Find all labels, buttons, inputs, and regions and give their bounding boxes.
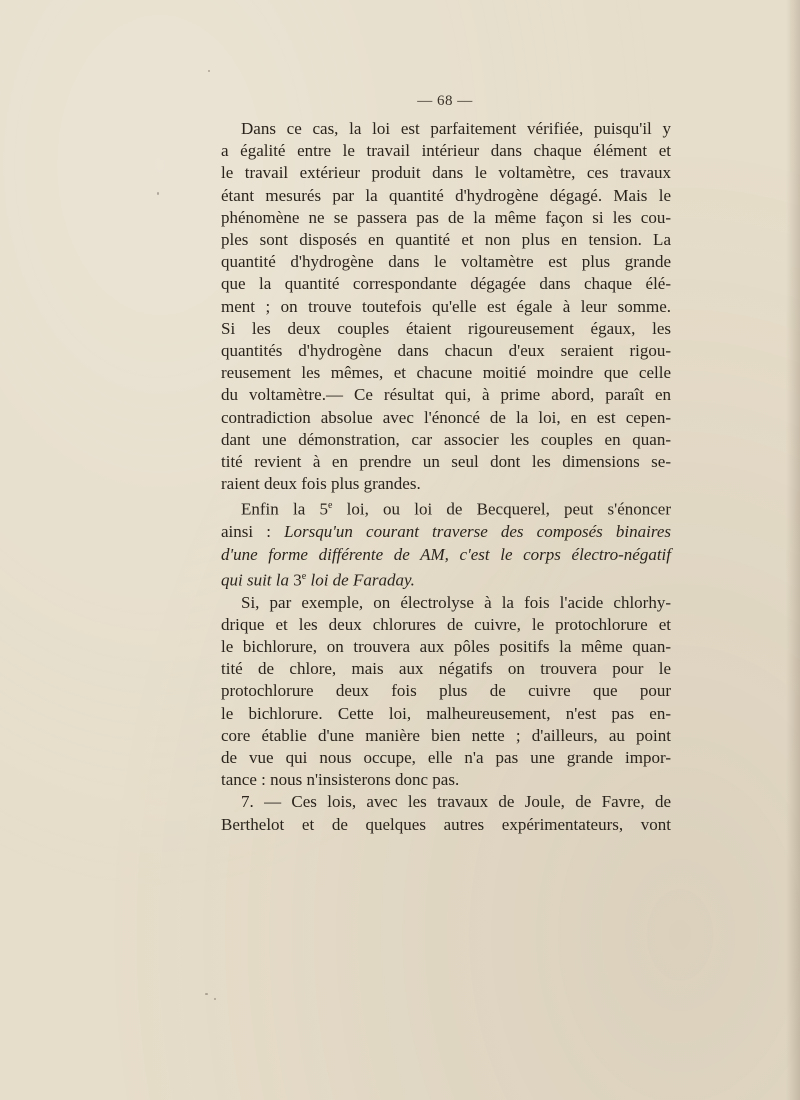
- text-line: reusement les mêmes, et chacune moitié moindre que celle: [221, 363, 671, 383]
- text-line: Si les deux couples étaient rigoureusement égaux, les: [221, 318, 671, 338]
- text-line: du voltamètre.— Ce résultat qui, à prime abord, paraît en: [221, 385, 671, 405]
- superscript: e: [301, 570, 307, 582]
- text-line: dant une démonstration, car associer les couples en quan-: [221, 429, 671, 449]
- text-line: ples sont disposés en quantité et non plus en tension. La: [221, 230, 671, 250]
- text-line: [221, 566, 671, 592]
- page-edge-shadow: [786, 0, 800, 1100]
- text-line: quantités d'hydrogène dans chacun d'eux seraient rigou-: [221, 341, 671, 361]
- text-line: le bichlorure. Cette loi, malheureusement, n'est pas en-: [221, 703, 671, 723]
- paragraph: [221, 592, 671, 792]
- text-line: drique et les deux chlorures de cuivre, le protochlorure et: [221, 614, 671, 634]
- text-line: a égalité entre le travail intérieur dans chaque élément et: [221, 141, 671, 161]
- law-statement: d'une forme différente de AM, c'est le corps électro-négatif: [221, 544, 671, 564]
- text-line: Berthelot et de quelques autres expérimentateurs, vont: [221, 814, 671, 834]
- paper-speck: [157, 192, 159, 195]
- text-line: étant mesurés par la quantité d'hydrogène dégagé. Mais le: [221, 185, 671, 205]
- text-line: phénomène ne se passera pas de la même façon si les cou-: [221, 207, 671, 227]
- text-line: protochlorure deux fois plus de cuivre que pour: [221, 681, 671, 701]
- text-line: tité revient à en prendre un seul dont les dimensions se-: [221, 452, 671, 472]
- text-line: tance : nous n'insisterons donc pas.: [221, 770, 460, 790]
- text-run: ainsi :: [221, 522, 285, 542]
- text-line: le bichlorure, on trouvera aux pôles positifs la même quan-: [221, 636, 671, 656]
- text-run: Enfin la 5: [241, 500, 328, 520]
- text-run: loi, ou loi de Becquerel, peut s'énoncer: [332, 500, 671, 520]
- paper-speck: [208, 70, 210, 72]
- text-line: le travail extérieur produit dans le voltamètre, ces travaux: [221, 163, 671, 183]
- text-line: contradiction absolue avec l'énoncé de la loi, en est cepen-: [221, 407, 671, 427]
- law-statement: loi de Faraday.: [306, 570, 415, 590]
- body-text: [221, 118, 671, 836]
- text-line: [221, 521, 671, 543]
- text-line: 7. — Ces lois, avec les travaux de Joule, de Favre, de: [241, 792, 671, 812]
- paragraph-becquerel-law: [221, 495, 671, 591]
- text-line: raient deux fois plus grandes.: [221, 474, 421, 494]
- page-number: — 68 —: [417, 93, 473, 109]
- law-statement: qui suit la: [221, 570, 294, 590]
- text-line: [221, 544, 671, 566]
- paper-speck: [205, 993, 208, 995]
- paper-speck: [214, 998, 216, 1000]
- text-line: core établie d'une manière bien nette ; d'ailleurs, au point: [221, 725, 671, 745]
- text-line: Dans ce cas, la loi est parfaitement vérifiée, puisqu'il y: [241, 119, 671, 138]
- text-line: tité de chlore, mais aux négatifs on trouvera pour le: [221, 659, 671, 679]
- paragraph: [221, 118, 671, 495]
- text-line: de vue qui nous occupe, elle n'a pas une grande impor-: [221, 748, 671, 767]
- text-line: ment ; on trouve toutefois qu'elle est égale à leur somme.: [221, 296, 671, 316]
- text-line: quantité d'hydrogène dans le voltamètre est plus grande: [221, 252, 671, 272]
- superscript: e: [327, 500, 333, 512]
- text-run: 3: [293, 570, 302, 590]
- text-line: que la quantité correspondante dégagée dans chaque élé-: [221, 274, 671, 294]
- paragraph: [221, 791, 671, 835]
- law-statement: Lorsqu'un courant traverse des composés binaires: [284, 522, 671, 542]
- text-line: [221, 495, 671, 521]
- text-line: Si, par exemple, on électrolyse à la fois l'acide chlorhy-: [241, 592, 671, 612]
